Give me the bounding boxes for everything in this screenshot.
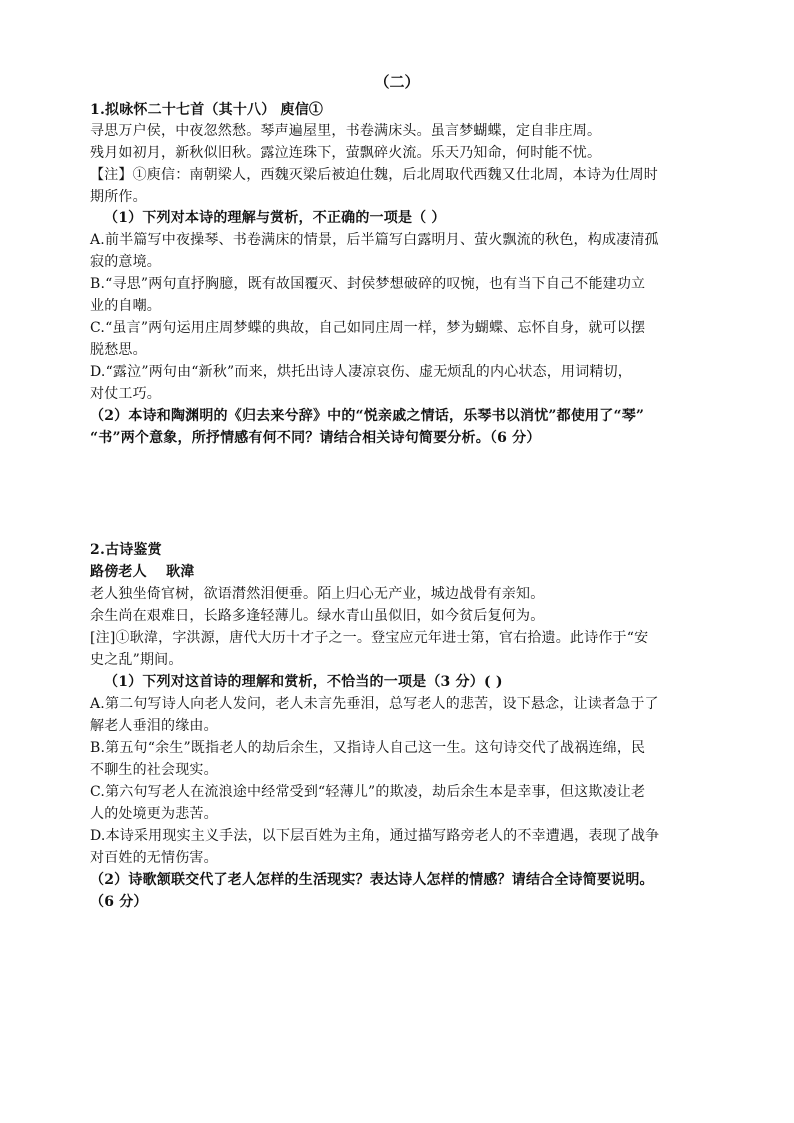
section-title: （二） [374, 73, 420, 91]
q1-optA-line-1: A.前半篇写中夜操琴、书卷满床的情景，后半篇写白露明月、萤火飘流的秋色，构成凄清孤 [90, 232, 659, 248]
q1-optB-line-2: 业的自嘲。 [90, 298, 161, 314]
q2-optA-line-2: 解老人垂泪的缘由。 [90, 718, 218, 734]
q1-sub1: （1）下列对本诗的理解与赏析，不正确的一项是（ ） [104, 210, 446, 226]
q2-optD-line-2: 对百姓的无情伤害。 [90, 850, 218, 866]
q1-optB-line-1: B.“寻思”两句直抒胸臆，既有故国覆灭、封侯梦想破碎的叹惋，也有当下自己不能建功立 [90, 276, 646, 292]
q2-optB-line-2: 不聊生的社会现实。 [90, 762, 218, 778]
q1-sub2-line-1: （2）本诗和陶渊明的《归去来兮辞》中的“悦亲戚之情话，乐琴书以消忧”都使用了“琴” [90, 408, 645, 424]
q2-optA-line-1: A.第二句写诗人向老人发问，老人未言先垂泪，总写老人的悲苦，设下悬念，让读者急于了 [90, 696, 659, 712]
q1-poem-line-2: 残月如初月，新秋似旧秋。露泣连珠下，萤飘碎火流。乐天乃知命，何时能不忧。 [90, 145, 602, 161]
q2-heading: 2.古诗鉴赏 [90, 542, 162, 558]
q2-poem-line-1: 老人独坐倚官树，欲语潸然泪便垂。陌上归心无产业，城边战骨有亲知。 [90, 586, 545, 602]
q1-note-line-1: 【注】①庾信：南朝梁人，西魏灭梁后被迫仕魏，后北周取代西魏又仕北周，本诗为仕周时 [90, 167, 658, 183]
q2-optC-line-2: 人的处境更为悲苦。 [90, 806, 218, 822]
q1-optC-line-2: 脱愁思。 [90, 342, 147, 358]
q2-poem-title: 路傍老人 耿湋 [90, 564, 195, 580]
q2-poem-line-2: 余生尚在艰难日，长路多逢轻薄儿。绿水青山虽似旧，如今贫后复何为。 [90, 608, 545, 624]
q1-optA-line-2: 寂的意境。 [90, 254, 161, 270]
q1-poem-line-1: 寻思万户侯，中夜忽然愁。琴声遍屋里，书卷满床头。虽言梦蝴蝶，定自非庄周。 [90, 123, 602, 139]
q1-optC-line-1: C.“虽言”两句运用庄周梦蝶的典故，自己如同庄周一样，梦为蝴蝶、忘怀自身，就可以摆 [90, 320, 646, 336]
q2-note-line-2: 史之乱”期间。 [90, 652, 183, 668]
q1-optD-line-1: D.“露泣”两句由“新秋”而来，烘托出诗人凄凉哀伤、虚无烦乱的内心状态，用词精切， [90, 364, 633, 380]
q2-sub2-line-2: （6 分） [90, 894, 148, 910]
q1-optD-line-2: 对仗工巧。 [90, 386, 161, 402]
q2-sub2-line-1: （2）诗歌颔联交代了老人怎样的生活现实？表达诗人怎样的情感？请结合全诗简要说明。 [90, 872, 654, 888]
q1-heading: 1.拟咏怀二十七首（其十八） 庾信① [90, 102, 324, 118]
q2-sub1: （1）下列对这首诗的理解和赏析，不恰当的一项是（3 分）( ) [104, 674, 503, 690]
q2-optD-line-1: D.本诗采用现实主义手法，以下层百姓为主角，通过描写路旁老人的不幸遭遇，表现了战争 [90, 828, 660, 844]
q2-note-line-1: [注]①耿湋，字洪源，唐代大历十才子之一。登宝应元年进士第，官右拾遗。此诗作于“安 [90, 630, 649, 646]
q2-optC-line-1: C.第六句写老人在流浪途中经常受到“轻薄儿”的欺凌，劫后余生本是幸事，但这欺凌让老 [90, 784, 646, 800]
q1-note-line-2: 期所作。 [90, 189, 147, 205]
q1-sub2-line-2: “书”两个意象，所抒情感有何不同？请结合相关诗句简要分析。（6 分） [90, 430, 541, 446]
q2-optB-line-1: B.第五句“余生”既指老人的劫后余生，又指诗人自己这一生。这句诗交代了战祸连绵，民 [90, 740, 646, 756]
